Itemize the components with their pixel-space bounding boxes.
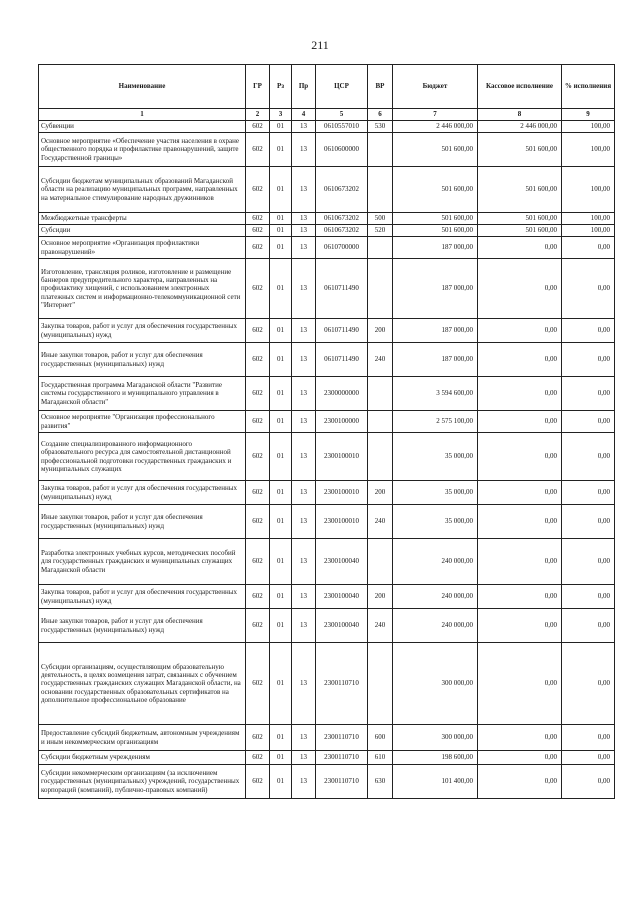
table-row	[39, 539, 615, 585]
row-rz: 01	[270, 213, 292, 225]
row-pct: 0,00	[562, 237, 615, 259]
row-gr: 602	[246, 377, 270, 411]
row-rz: 01	[270, 433, 292, 481]
header-vr: ВР	[368, 65, 393, 109]
row-rz: 01	[270, 133, 292, 167]
row-gr: 602	[246, 167, 270, 213]
row-pr: 13	[292, 725, 316, 751]
row-budget: 187 000,00	[393, 259, 478, 319]
row-vr: 200	[368, 481, 393, 505]
row-cash: 0,00	[478, 481, 562, 505]
row-budget: 35 000,00	[393, 505, 478, 539]
header-name: Наименование	[39, 65, 246, 109]
row-pr: 13	[292, 343, 316, 377]
column-number: 7	[393, 109, 478, 121]
row-vr	[368, 643, 393, 725]
column-number: 2	[246, 109, 270, 121]
row-rz: 01	[270, 411, 292, 433]
row-name: Субсидии бюджетам муниципальных образований Магаданской области на реализацию муниципальных программ, направленных на материальное стимулирование народных дружинников	[39, 167, 246, 213]
row-cash: 0,00	[478, 319, 562, 343]
row-vr: 600	[368, 725, 393, 751]
row-name: Закупка товаров, работ и услуг для обеспечения государственных (муниципальных) нужд	[39, 585, 246, 609]
row-csr: 2300100010	[316, 433, 368, 481]
table-row	[39, 259, 615, 319]
column-number: 1	[39, 109, 246, 121]
row-vr: 630	[368, 765, 393, 799]
row-rz: 01	[270, 319, 292, 343]
row-csr: 0610557010	[316, 121, 368, 133]
row-gr: 602	[246, 643, 270, 725]
row-gr: 602	[246, 505, 270, 539]
row-name: Закупка товаров, работ и услуг для обеспечения государственных (муниципальных) нужд	[39, 319, 246, 343]
row-pr: 13	[292, 121, 316, 133]
row-pct: 0,00	[562, 343, 615, 377]
row-gr: 602	[246, 213, 270, 225]
table-row	[39, 319, 615, 343]
row-rz: 01	[270, 167, 292, 213]
row-cash: 0,00	[478, 609, 562, 643]
row-name: Основное мероприятие «Организация профилактики правонарушений»	[39, 237, 246, 259]
row-pct: 0,00	[562, 481, 615, 505]
row-gr: 602	[246, 433, 270, 481]
row-name: Субвенции	[39, 121, 246, 133]
row-gr: 602	[246, 411, 270, 433]
table-row	[39, 505, 615, 539]
row-name: Разработка электронных учебных курсов, методических пособий для государственных гражданских и муниципальных служащих Магаданской области	[39, 539, 246, 585]
row-cash: 0,00	[478, 433, 562, 481]
row-pr: 13	[292, 377, 316, 411]
row-pct: 0,00	[562, 643, 615, 725]
row-pr: 13	[292, 505, 316, 539]
row-budget: 501 600,00	[393, 167, 478, 213]
row-name: Субсидии организациям, осуществляющим образовательную деятельность, в целях возмещения затрат, связанных с обучением государственных гражданских служащих Магаданской области, на основании государственных образовательных сертификатов на дополнительное профессиональное образование	[39, 643, 246, 725]
row-budget: 2 575 100,00	[393, 411, 478, 433]
row-pr: 13	[292, 225, 316, 237]
table-row	[39, 433, 615, 481]
budget-table	[38, 64, 615, 799]
row-pct: 100,00	[562, 225, 615, 237]
row-gr: 602	[246, 725, 270, 751]
header-pr: Пр	[292, 65, 316, 109]
row-gr: 602	[246, 765, 270, 799]
row-rz: 01	[270, 609, 292, 643]
row-pct: 100,00	[562, 121, 615, 133]
row-vr	[368, 377, 393, 411]
row-budget: 198 600,00	[393, 751, 478, 765]
row-pct: 100,00	[562, 133, 615, 167]
row-vr: 200	[368, 585, 393, 609]
row-pr: 13	[292, 481, 316, 505]
row-budget: 187 000,00	[393, 319, 478, 343]
row-csr: 2300110710	[316, 765, 368, 799]
row-pr: 13	[292, 765, 316, 799]
row-pct: 0,00	[562, 319, 615, 343]
row-budget: 35 000,00	[393, 433, 478, 481]
header-budget: Бюджет	[393, 65, 478, 109]
row-budget: 501 600,00	[393, 133, 478, 167]
row-cash: 0,00	[478, 259, 562, 319]
table-row	[39, 765, 615, 799]
row-rz: 01	[270, 343, 292, 377]
row-budget: 187 000,00	[393, 237, 478, 259]
row-csr: 2300100040	[316, 539, 368, 585]
row-rz: 01	[270, 585, 292, 609]
row-budget: 300 000,00	[393, 643, 478, 725]
row-pr: 13	[292, 751, 316, 765]
row-name: Создание специализированного информационного образовательного ресурса для самостоятельной дистанционной профессиональной подготовки государственных гражданских и муниципальных служащих	[39, 433, 246, 481]
row-cash: 0,00	[478, 585, 562, 609]
row-csr: 2300110710	[316, 725, 368, 751]
row-pr: 13	[292, 609, 316, 643]
row-pct: 0,00	[562, 411, 615, 433]
row-vr	[368, 167, 393, 213]
row-vr: 240	[368, 505, 393, 539]
table-row	[39, 377, 615, 411]
row-csr: 2300110710	[316, 643, 368, 725]
row-cash: 0,00	[478, 343, 562, 377]
row-vr: 530	[368, 121, 393, 133]
row-vr: 200	[368, 319, 393, 343]
header-cash: Кассовое исполнение	[478, 65, 562, 109]
row-budget: 300 000,00	[393, 725, 478, 751]
row-name: Государственная программа Магаданской области "Развитие системы государственного и муниципального управления в Магаданской области"	[39, 377, 246, 411]
row-rz: 01	[270, 539, 292, 585]
row-name: Закупка товаров, работ и услуг для обеспечения государственных (муниципальных) нужд	[39, 481, 246, 505]
row-name: Субсидии некоммерческим организациям (за исключением государственных (муниципальных) учреждений, государственных корпораций (компаний), публично-правовых компаний)	[39, 765, 246, 799]
table-row	[39, 725, 615, 751]
row-cash: 0,00	[478, 377, 562, 411]
row-csr: 2300100040	[316, 585, 368, 609]
row-cash: 501 600,00	[478, 213, 562, 225]
row-cash: 0,00	[478, 411, 562, 433]
row-vr: 240	[368, 609, 393, 643]
table-row	[39, 167, 615, 213]
row-name: Изготовление, трансляция роликов, изготовление и размещение баннеров предупредительного характера, направленных на профилактику хищений, с использованием электронных платежных систем и информационно-телекоммуникационной сети "Интернет"	[39, 259, 246, 319]
row-vr	[368, 259, 393, 319]
row-pct: 100,00	[562, 167, 615, 213]
row-vr	[368, 237, 393, 259]
row-rz: 01	[270, 725, 292, 751]
row-pct: 0,00	[562, 585, 615, 609]
table-body	[39, 121, 615, 799]
row-pct: 0,00	[562, 377, 615, 411]
row-name: Предоставление субсидий бюджетным, автономным учреждениям и иным некоммерческим организациям	[39, 725, 246, 751]
row-pct: 100,00	[562, 213, 615, 225]
row-pr: 13	[292, 411, 316, 433]
row-csr: 0610700000	[316, 237, 368, 259]
row-rz: 01	[270, 121, 292, 133]
table-row	[39, 585, 615, 609]
table-row	[39, 751, 615, 765]
row-gr: 602	[246, 539, 270, 585]
row-vr: 520	[368, 225, 393, 237]
row-rz: 01	[270, 237, 292, 259]
header-gr: ГР	[246, 65, 270, 109]
row-pr: 13	[292, 167, 316, 213]
row-cash: 0,00	[478, 643, 562, 725]
row-cash: 0,00	[478, 725, 562, 751]
header-csr: ЦСР	[316, 65, 368, 109]
row-vr	[368, 411, 393, 433]
row-cash: 501 600,00	[478, 167, 562, 213]
row-rz: 01	[270, 765, 292, 799]
row-pct: 0,00	[562, 433, 615, 481]
table-row	[39, 643, 615, 725]
page-number: 211	[311, 38, 329, 52]
row-budget: 240 000,00	[393, 539, 478, 585]
row-pct: 0,00	[562, 751, 615, 765]
column-number-row	[39, 109, 615, 121]
row-rz: 01	[270, 505, 292, 539]
row-cash: 2 446 000,00	[478, 121, 562, 133]
table-row	[39, 133, 615, 167]
row-name: Субсидии	[39, 225, 246, 237]
row-pr: 13	[292, 319, 316, 343]
row-budget: 101 400,00	[393, 765, 478, 799]
row-pr: 13	[292, 213, 316, 225]
row-vr: 610	[368, 751, 393, 765]
row-csr: 2300100000	[316, 411, 368, 433]
row-name: Основное мероприятие "Организация профессионального развития"	[39, 411, 246, 433]
row-csr: 2300110710	[316, 751, 368, 765]
row-name: Иные закупки товаров, работ и услуг для обеспечения государственных (муниципальных) нужд	[39, 505, 246, 539]
row-vr: 240	[368, 343, 393, 377]
row-name: Иные закупки товаров, работ и услуг для обеспечения государственных (муниципальных) нужд	[39, 343, 246, 377]
column-number: 6	[368, 109, 393, 121]
header-pct: % исполнения	[562, 65, 615, 109]
row-name: Субсидии бюджетным учреждениям	[39, 751, 246, 765]
row-gr: 602	[246, 225, 270, 237]
row-vr	[368, 133, 393, 167]
table-row	[39, 609, 615, 643]
row-cash: 0,00	[478, 237, 562, 259]
row-csr: 0610711490	[316, 343, 368, 377]
row-pct: 0,00	[562, 505, 615, 539]
column-number: 5	[316, 109, 368, 121]
row-cash: 501 600,00	[478, 225, 562, 237]
row-gr: 602	[246, 121, 270, 133]
row-pr: 13	[292, 643, 316, 725]
row-rz: 01	[270, 225, 292, 237]
row-budget: 240 000,00	[393, 609, 478, 643]
row-gr: 602	[246, 343, 270, 377]
row-gr: 602	[246, 133, 270, 167]
row-pct: 0,00	[562, 725, 615, 751]
table-row	[39, 237, 615, 259]
row-cash: 0,00	[478, 751, 562, 765]
row-gr: 602	[246, 751, 270, 765]
row-csr: 2300100010	[316, 481, 368, 505]
row-vr	[368, 433, 393, 481]
row-gr: 602	[246, 237, 270, 259]
row-pct: 0,00	[562, 259, 615, 319]
row-csr: 0610673202	[316, 167, 368, 213]
row-budget: 187 000,00	[393, 343, 478, 377]
column-number: 8	[478, 109, 562, 121]
row-csr: 2300100010	[316, 505, 368, 539]
row-rz: 01	[270, 643, 292, 725]
header-rz: Рз	[270, 65, 292, 109]
row-rz: 01	[270, 481, 292, 505]
row-cash: 0,00	[478, 539, 562, 585]
row-budget: 2 446 000,00	[393, 121, 478, 133]
row-pr: 13	[292, 585, 316, 609]
row-vr: 500	[368, 213, 393, 225]
row-csr: 0610600000	[316, 133, 368, 167]
table-row	[39, 481, 615, 505]
row-pr: 13	[292, 433, 316, 481]
row-name: Основное мероприятие «Обеспечение участия населения в охране общественного порядка и профилактике правонарушений, защите Государственной границы»	[39, 133, 246, 167]
row-budget: 501 600,00	[393, 225, 478, 237]
row-pct: 0,00	[562, 539, 615, 585]
row-cash: 0,00	[478, 765, 562, 799]
row-rz: 01	[270, 259, 292, 319]
row-pr: 13	[292, 133, 316, 167]
column-number: 9	[562, 109, 615, 121]
row-vr	[368, 539, 393, 585]
table-row	[39, 225, 615, 237]
table-row	[39, 213, 615, 225]
row-pr: 13	[292, 259, 316, 319]
row-name: Иные закупки товаров, работ и услуг для обеспечения государственных (муниципальных) нужд	[39, 609, 246, 643]
row-gr: 602	[246, 259, 270, 319]
row-budget: 3 594 600,00	[393, 377, 478, 411]
row-pct: 0,00	[562, 609, 615, 643]
row-csr: 0610673202	[316, 213, 368, 225]
table-header	[39, 65, 615, 121]
row-pr: 13	[292, 237, 316, 259]
column-number: 4	[292, 109, 316, 121]
table-row	[39, 121, 615, 133]
row-name: Межбюджетные трансферты	[39, 213, 246, 225]
column-number: 3	[270, 109, 292, 121]
row-budget: 501 600,00	[393, 213, 478, 225]
row-gr: 602	[246, 319, 270, 343]
row-budget: 240 000,00	[393, 585, 478, 609]
table-row	[39, 343, 615, 377]
table-row	[39, 411, 615, 433]
row-gr: 602	[246, 585, 270, 609]
row-csr: 2300100040	[316, 609, 368, 643]
row-cash: 501 600,00	[478, 133, 562, 167]
row-gr: 602	[246, 609, 270, 643]
row-pct: 0,00	[562, 765, 615, 799]
row-gr: 602	[246, 481, 270, 505]
row-csr: 0610673202	[316, 225, 368, 237]
row-csr: 0610711490	[316, 319, 368, 343]
row-csr: 0610711490	[316, 259, 368, 319]
row-budget: 35 000,00	[393, 481, 478, 505]
row-cash: 0,00	[478, 505, 562, 539]
row-rz: 01	[270, 377, 292, 411]
row-pr: 13	[292, 539, 316, 585]
row-csr: 2300000000	[316, 377, 368, 411]
row-rz: 01	[270, 751, 292, 765]
